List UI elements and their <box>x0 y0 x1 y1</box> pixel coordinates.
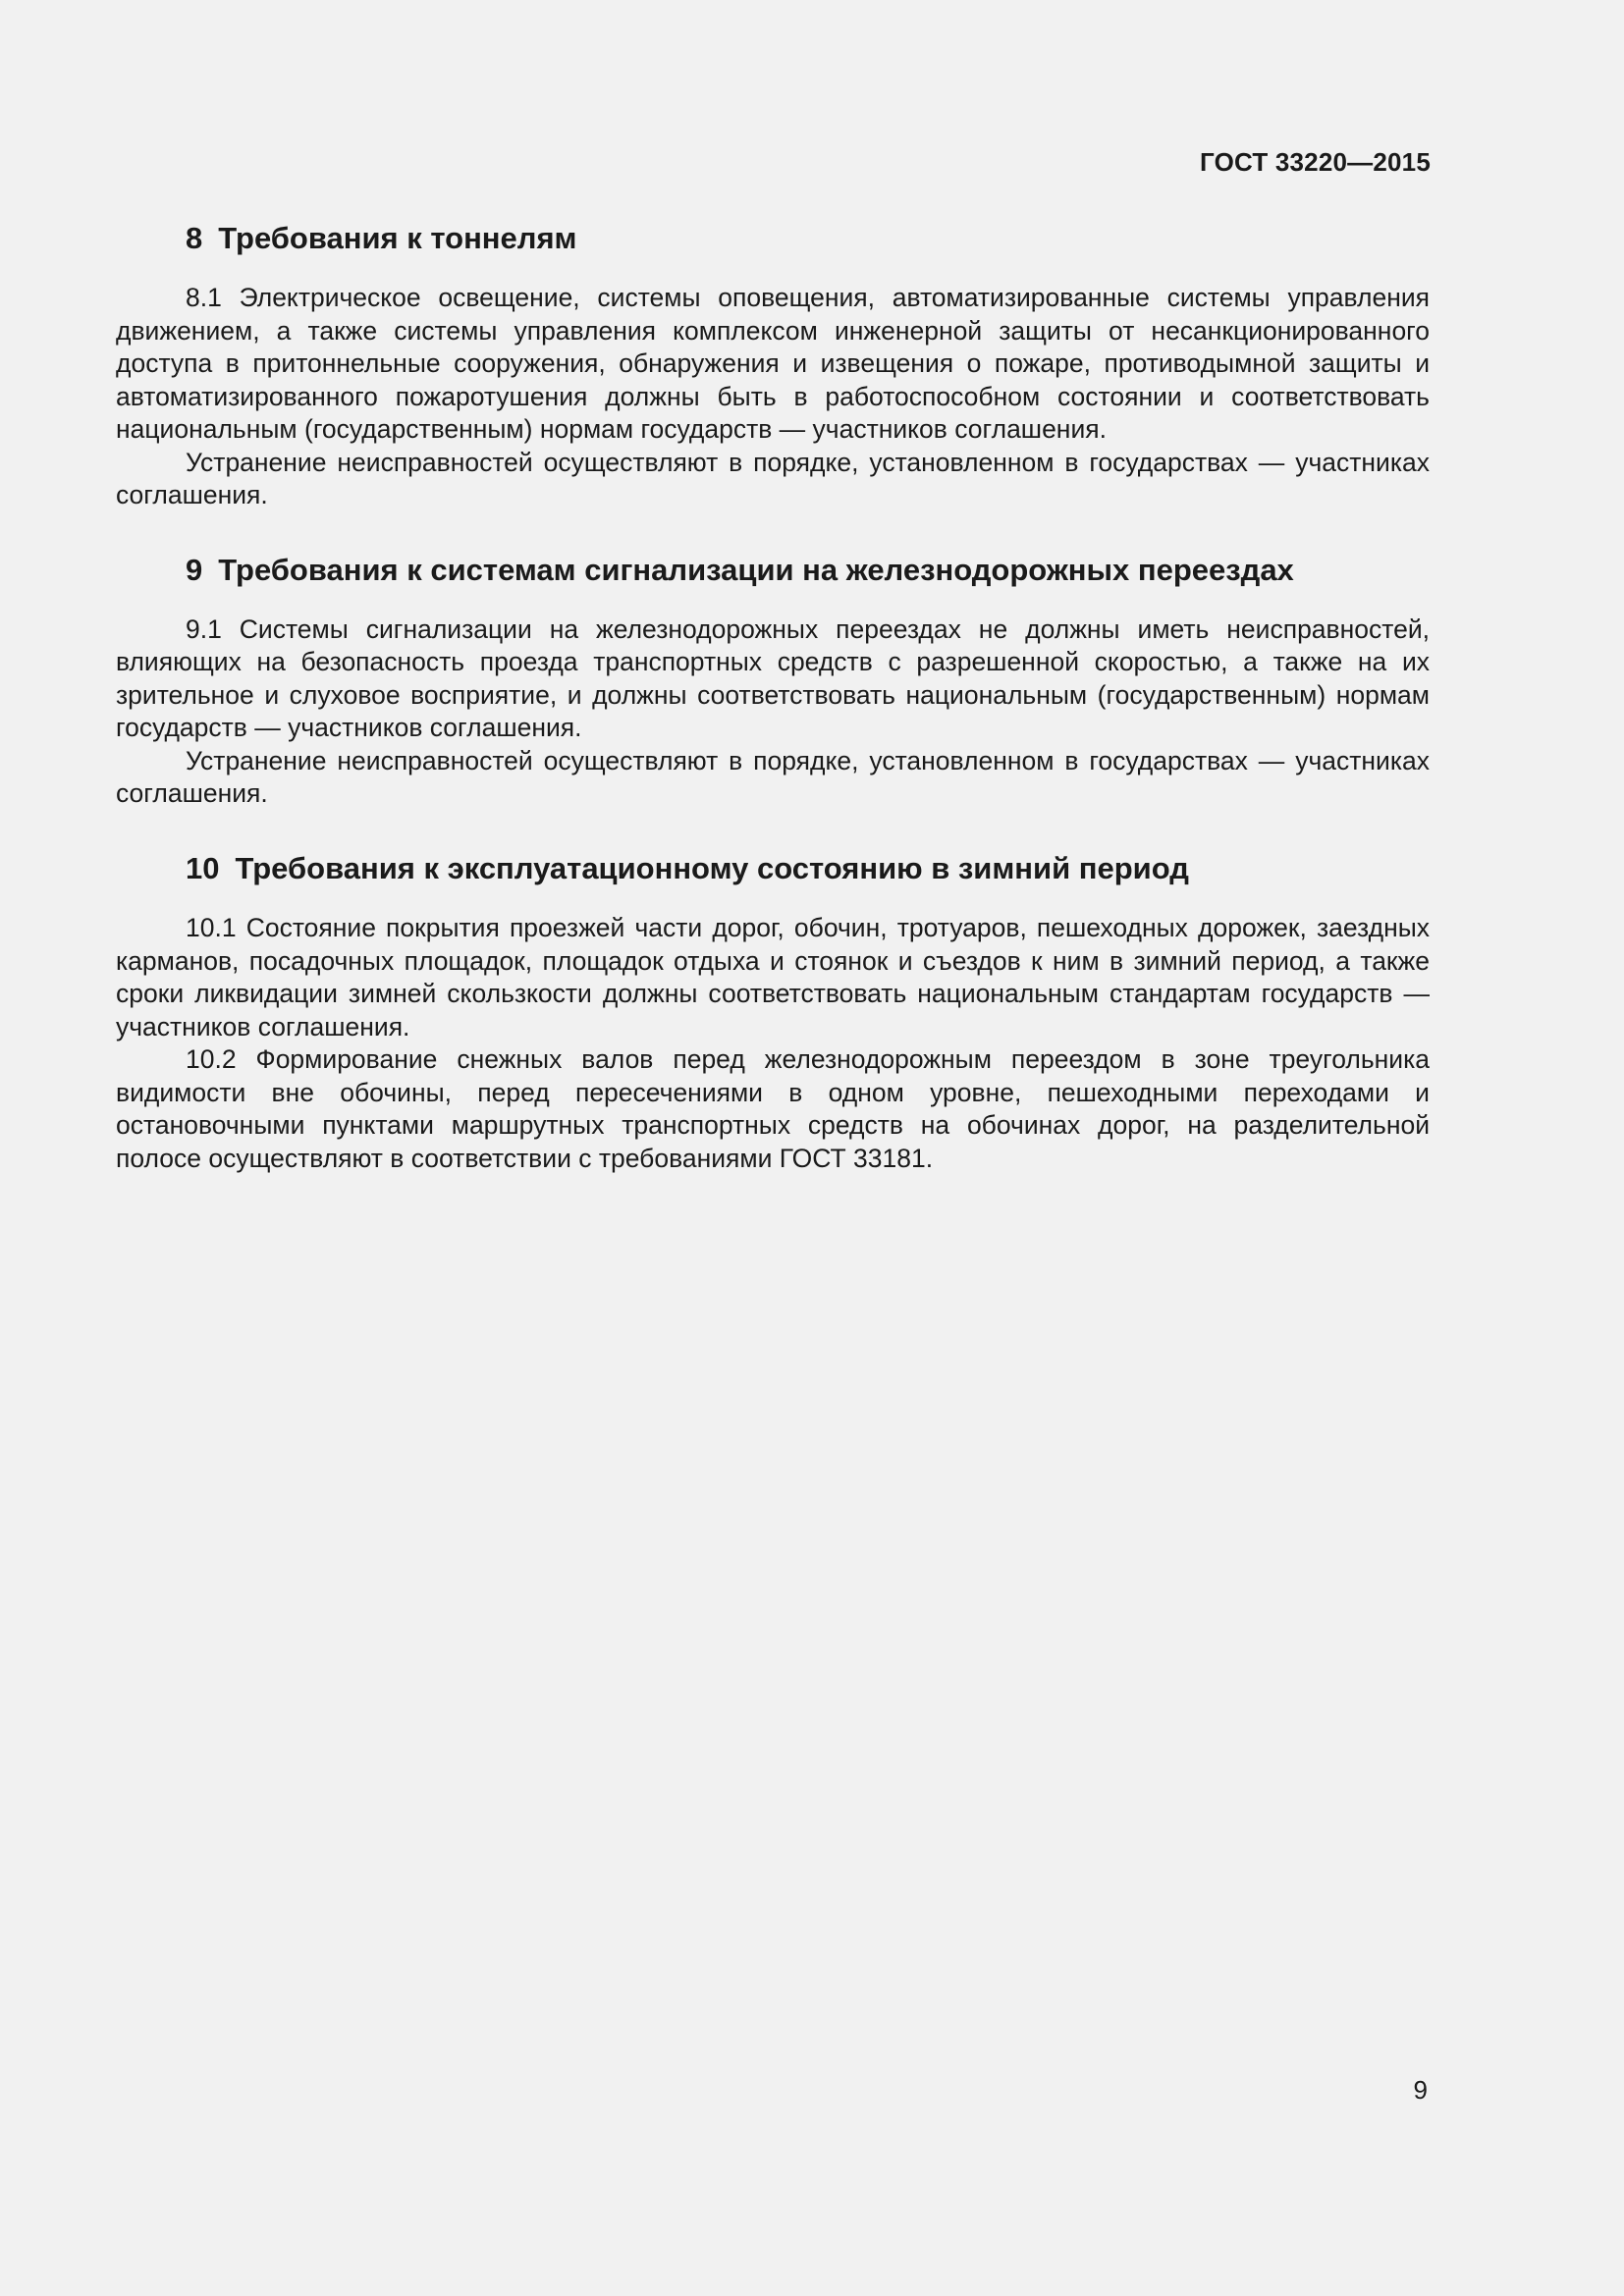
section-10 <box>116 850 1430 1175</box>
section-9 <box>116 552 1430 811</box>
section-title: Требования к системам сигнализации на железнодорожных переездах <box>218 552 1294 587</box>
section-8 <box>116 220 1430 512</box>
paragraph: 10.1 Состояние покрытия проезжей части дорог, обочин, тротуаров, пешеходных дорожек, заездных карманов, посадочных площадок, площадок отдыха и стоянок и съездов к ним в зимний период, а также сроки ликвидации зимней скользкости должны соответствовать национальным стандартам государств — участников соглашения. <box>116 913 1430 1041</box>
section-number: 10 <box>186 850 220 885</box>
document-body <box>116 220 1430 1175</box>
section-heading <box>186 552 1430 588</box>
section-heading <box>186 850 1430 886</box>
paragraph: 10.2 Формирование снежных валов перед железнодорожным переездом в зоне треугольника видимости вне обочины, перед пересечениями в одном уровне, пешеходными переходами и остановочными пунктами маршрутных транспортных средств на обочинах дорог, на разделительной полосе осуществляют в соответствии с требованиями ГОСТ 33181. <box>116 1044 1430 1173</box>
section-title: Требования к эксплуатационному состоянию в зимний период <box>235 850 1189 885</box>
section-heading <box>186 220 1430 256</box>
paragraph: Устранение неисправностей осуществляют в порядке, установленном в государствах — участниках соглашения. <box>116 447 1430 510</box>
paragraph: Устранение неисправностей осуществляют в порядке, установленном в государствах — участниках соглашения. <box>116 745 1430 809</box>
paragraph: 8.1 Электрическое освещение, системы оповещения, автоматизированные системы управления движением, а также системы управления комплексом инженерной защиты от несанкционированного доступа в притоннельные сооружения, обнаружения и извещения о пожаре, противодымной защиты и автоматизированного пожаротушения должны быть в работоспособном состоянии и соответствовать национальным (государственным) нормам государств — участников соглашения. <box>116 283 1430 445</box>
section-title: Требования к тоннелям <box>218 221 577 255</box>
page-number: 9 <box>1413 2075 1428 2105</box>
section-number: 9 <box>186 552 203 587</box>
section-number: 8 <box>186 221 203 255</box>
standard-code-header: ГОСТ 33220—2015 <box>1200 147 1431 177</box>
paragraph: 9.1 Системы сигнализации на железнодорожных переездах не должны иметь неисправностей, влияющих на безопасность проезда транспортных средств с разрешенной скоростью, а также на их зрительное и слуховое восприятие, и должны соответствовать национальным (государственным) нормам государств — участников соглашения. <box>116 614 1430 743</box>
